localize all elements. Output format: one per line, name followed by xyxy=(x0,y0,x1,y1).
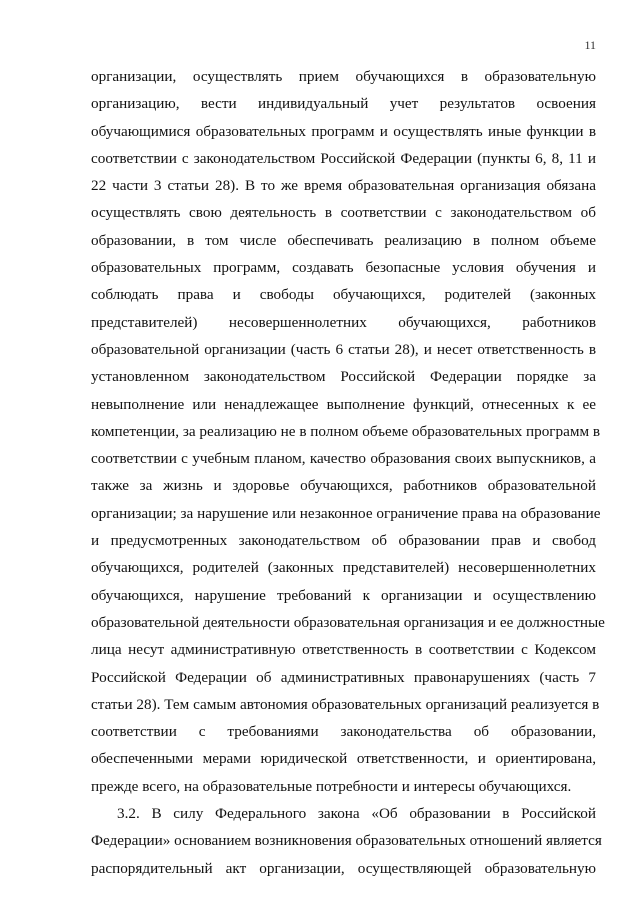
text-line: обучающимися образовательных программ и осуществлять иные функции в xyxy=(91,122,596,140)
text-line: Федерации» основанием возникновения образовательных отношений является xyxy=(91,832,602,850)
text-line: образовании, в том числе обеспечивать реализацию в полном объеме xyxy=(91,231,596,249)
text-line: также за жизнь и здоровье обучающихся, работников образовательной xyxy=(91,477,596,495)
text-line: образовательной организации (часть 6 статьи 28), и несет ответственность в xyxy=(91,340,596,358)
document-body xyxy=(91,63,605,882)
text-line: образовательных программ, создавать безопасные условия обучения и xyxy=(91,259,596,277)
text-line: представителей) несовершеннолетних обучающихся, работников xyxy=(91,313,596,331)
text-line: соблюдать права и свободы обучающихся, родителей (законных xyxy=(91,286,596,304)
text-line: 22 части 3 статьи 28). В то же время образовательная организация обязана xyxy=(91,177,596,195)
text-line: прежде всего, на образовательные потребности и интересы обучающихся. xyxy=(91,777,572,795)
text-line: распорядительный акт организации, осуществляющей образовательную xyxy=(91,859,596,877)
text-line: и предусмотренных законодательством об образовании прав и свобод xyxy=(91,532,596,550)
text-line: установленном законодательством Российской Федерации порядке за xyxy=(91,368,596,386)
text-line: лица несут административную ответственность в соответствии с Кодексом xyxy=(91,641,596,659)
text-line: осуществлять свою деятельность в соответствии с законодательством об xyxy=(91,204,596,222)
page-number: 11 xyxy=(584,38,596,52)
text-line: организации, осуществлять прием обучающихся в образовательную xyxy=(91,68,596,85)
text-line: организацию, вести индивидуальный учет результатов освоения xyxy=(91,95,596,113)
text-line: обучающихся, нарушение требований к организации и осуществлению xyxy=(91,586,596,604)
text-line: соответствии с учебным планом, качество образования своих выпускников, а xyxy=(91,450,596,468)
text-line: невыполнение или ненадлежащее выполнение функций, отнесенных к ее xyxy=(91,395,596,413)
text-line: организации; за нарушение или незаконное ограничение права на образование xyxy=(91,504,601,522)
text-line: образовательной деятельности образовательная организация и ее должностные xyxy=(91,613,605,631)
paragraph xyxy=(91,63,605,800)
text-line: Российской Федерации об административных правонарушениях (часть 7 xyxy=(91,668,596,686)
text-line: соответствии с требованиями законодательства об образовании, xyxy=(91,723,596,741)
text-line: компетенции, за реализацию не в полном объеме образовательных программ в xyxy=(91,422,601,440)
text-line: обучающихся, родителей (законных представителей) несовершеннолетних xyxy=(91,559,596,577)
text-line: 3.2. В силу Федерального закона «Об образовании в Российской xyxy=(117,805,596,823)
text-line: соответствии с законодательством Российской Федерации (пункты 6, 8, 11 и xyxy=(91,149,596,167)
paragraph xyxy=(91,800,602,882)
text-line: статьи 28). Тем самым автономия образовательных организаций реализуется в xyxy=(91,695,600,713)
text-line: обеспеченными мерами юридической ответственности, и ориентирована, xyxy=(91,750,596,768)
